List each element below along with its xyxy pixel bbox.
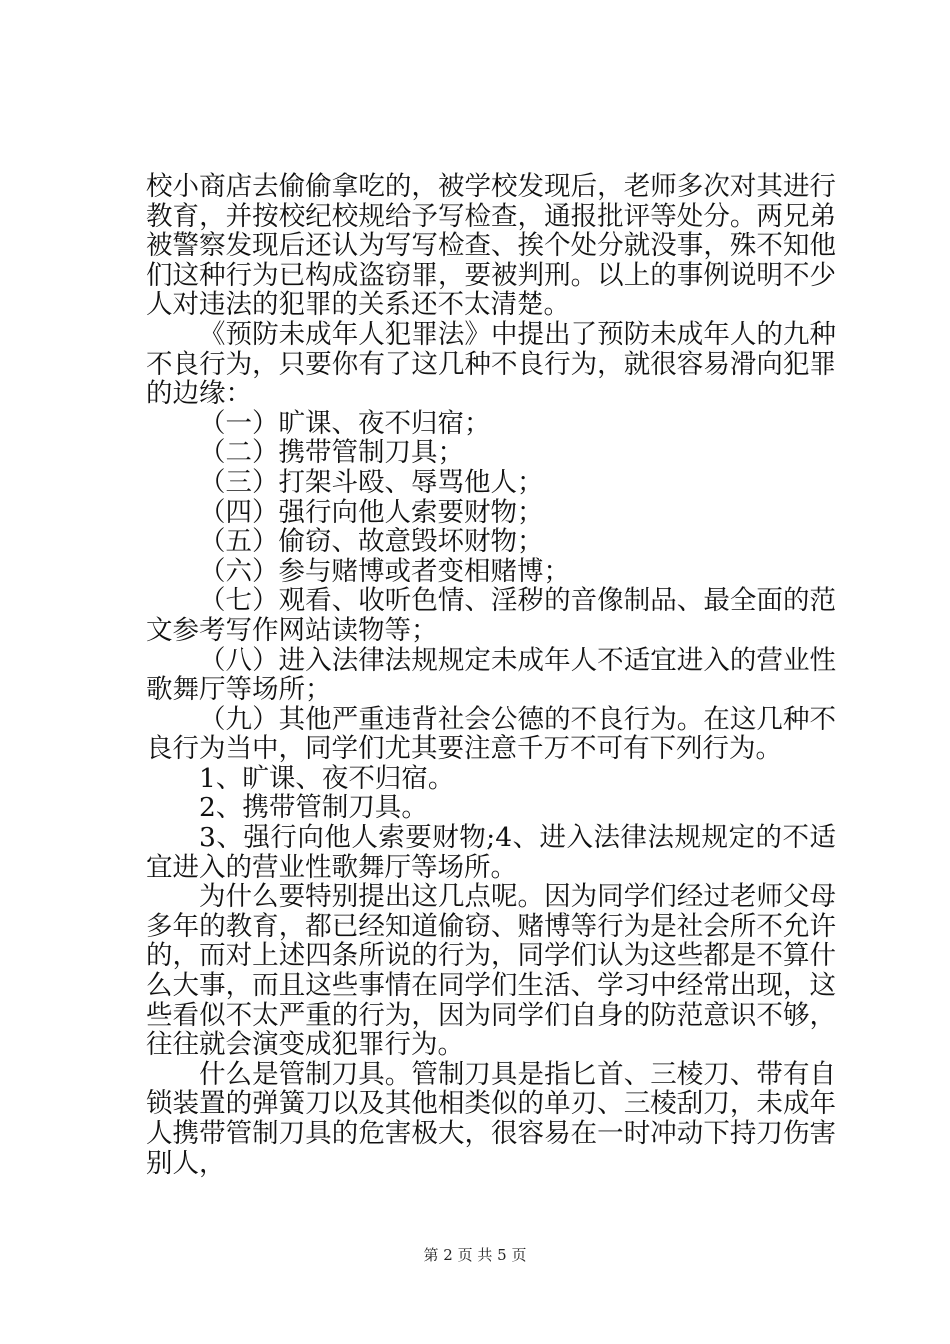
list-item-1: （一）旷课、夜不归宿； <box>199 407 491 439</box>
list-item-9: （九）其他严重违背社会公德的不良行为。在这几种不良行为当中，同学们尤其要注意千万不可有下列行为。 <box>146 703 836 765</box>
paragraph-controlled-knives: 什么是管制刀具。管制刀具是指匕首、三棱刀、带有自锁装置的弹簧刀以及其他相类似的单刃、三棱刮刀，未成年人携带管制刀具的危害极大，很容易在一时冲动下持刀伤害别人， <box>146 1058 836 1179</box>
list-item-3: （三）打架斗殴、辱骂他人； <box>199 466 544 498</box>
list-item-8: （八）进入法律法规规定未成年人不适宜进入的营业性歌舞厅等场所； <box>146 644 836 706</box>
list-item-6: （六）参与赌博或者变相赌博； <box>199 555 570 587</box>
list-item-5: （五）偷窃、故意毁坏财物； <box>199 526 544 558</box>
warning-item-2: 2、携带管制刀具。 <box>199 792 428 824</box>
warning-item-1: 1、旷课、夜不归宿。 <box>199 762 455 794</box>
paragraph-continuation: 校小商店去偷偷拿吃的，被学校发现后，老师多次对其进行教育，并按校纪校规给予写检查，通报批评等处分。两兄弟被警察发现后还认为写写检查、挨个处分就没事，殊不知他们这种行为已构成盗窃罪，要被判刑。以上的事例说明不少人对违法的犯罪的关系还不太清楚。 <box>146 171 836 321</box>
paragraph-explanation: 为什么要特别提出这几点呢。因为同学们经过老师父母多年的教育，都已经知道偷窃、赌博等行为是社会所不允许的，而对上述四条所说的行为，同学们认为这些都是不算什么大事，而且这些事情在同学们生活、学习中经常出现，这些看似不太严重的行为，因为同学们自身的防范意识不够，往往就会演变成犯罪行为。 <box>146 881 836 1061</box>
list-item-2: （二）携带管制刀具； <box>199 437 464 469</box>
paragraph-law-intro: 《预防未成年人犯罪法》中提出了预防未成年人的九种不良行为，只要你有了这几种不良行为，就很容易滑向犯罪的边缘： <box>146 318 836 410</box>
page-number-footer: 第 2 页 共 5 页 <box>423 1246 527 1264</box>
warning-item-3-4: 3、强行向他人索要财物;4、进入法律法规规定的不适宜进入的营业性歌舞厅等场所。 <box>146 822 836 883</box>
list-item-7: （七）观看、收听色情、淫秽的音像制品、最全面的范文参考写作网站读物等； <box>146 585 836 646</box>
document-body <box>146 172 836 1178</box>
list-item-4: （四）强行向他人索要财物； <box>199 496 544 528</box>
